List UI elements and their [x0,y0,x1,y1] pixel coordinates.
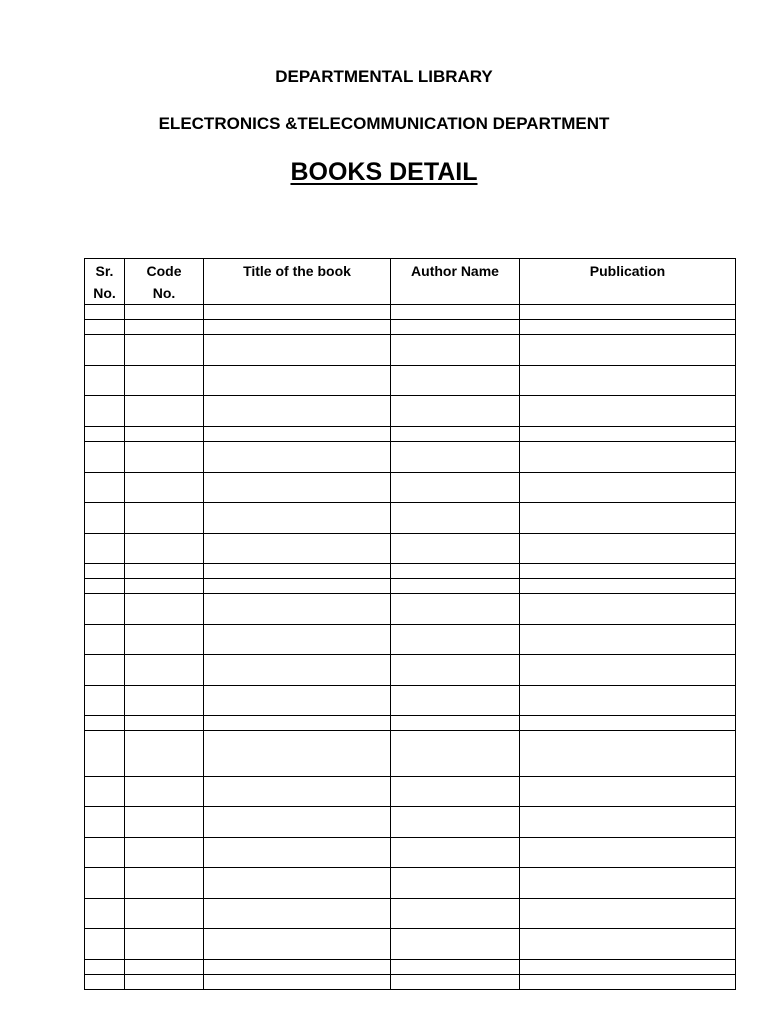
table-cell[interactable] [125,473,204,503]
table-body [85,305,736,990]
table-cell[interactable] [204,686,391,716]
table-cell[interactable] [125,564,204,579]
column-header-sr-no [85,259,125,305]
table-cell[interactable] [85,579,125,594]
table-cell[interactable] [85,716,125,731]
table-cell[interactable] [204,442,391,473]
table-cell[interactable] [391,868,520,899]
table-row [85,473,736,503]
table-cell[interactable] [125,929,204,960]
table-cell[interactable] [125,625,204,655]
table-cell[interactable] [391,838,520,868]
table-cell[interactable] [520,625,736,655]
page-title: BOOKS DETAIL [290,158,478,186]
table-cell[interactable] [391,960,520,975]
table-cell[interactable] [520,838,736,868]
table-row [85,899,736,929]
table-cell[interactable] [85,777,125,807]
table-cell[interactable] [125,503,204,534]
table-row [85,305,736,320]
table-cell[interactable] [391,899,520,929]
table-cell[interactable] [125,899,204,929]
table-cell[interactable] [520,975,736,990]
table-cell[interactable] [125,320,204,335]
column-header-line: No. [93,285,116,301]
table-cell[interactable] [520,442,736,473]
table-cell[interactable] [85,564,125,579]
table-cell[interactable] [125,427,204,442]
table-cell[interactable] [204,594,391,625]
column-header-line: No. [152,285,176,301]
table-row [85,868,736,899]
table-cell[interactable] [520,686,736,716]
table-cell[interactable] [520,534,736,564]
table-cell[interactable] [520,731,736,777]
table-cell[interactable] [85,442,125,473]
table-row [85,838,736,868]
table-cell[interactable] [520,427,736,442]
table-row [85,366,736,396]
table-cell[interactable] [85,929,125,960]
library-heading: DEPARTMENTAL LIBRARY [275,67,493,86]
table-row [85,686,736,716]
table-cell[interactable] [391,594,520,625]
table-cell[interactable] [85,655,125,686]
table-cell[interactable] [520,960,736,975]
table-cell[interactable] [204,305,391,320]
table-cell[interactable] [125,686,204,716]
table-cell[interactable] [520,929,736,960]
table-cell[interactable] [520,335,736,366]
table-row [85,335,736,366]
table-cell[interactable] [125,731,204,777]
table-cell[interactable] [125,807,204,838]
table-row [85,427,736,442]
table-cell[interactable] [125,960,204,975]
table-cell[interactable] [204,716,391,731]
table-cell[interactable] [391,716,520,731]
table-cell[interactable] [125,655,204,686]
table-cell[interactable] [391,366,520,396]
column-header-line: Title of the book [243,263,351,279]
table-cell[interactable] [520,899,736,929]
table-cell[interactable] [204,427,391,442]
table-cell[interactable] [204,731,391,777]
table-header-row [85,259,736,305]
table-row [85,807,736,838]
table-cell[interactable] [204,534,391,564]
table-cell[interactable] [391,777,520,807]
table-cell[interactable] [204,929,391,960]
table-cell[interactable] [391,320,520,335]
table-row [85,929,736,960]
table-cell[interactable] [125,442,204,473]
table-cell[interactable] [520,868,736,899]
table-cell[interactable] [391,975,520,990]
table-cell[interactable] [520,594,736,625]
table-cell[interactable] [85,686,125,716]
table-cell[interactable] [204,960,391,975]
books-detail-table [84,258,736,990]
table-cell[interactable] [204,366,391,396]
table-row [85,975,736,990]
table-cell[interactable] [85,807,125,838]
table-row [85,396,736,427]
table-cell[interactable] [391,655,520,686]
table-cell[interactable] [391,625,520,655]
table-cell[interactable] [391,564,520,579]
table-cell[interactable] [85,838,125,868]
table-cell[interactable] [125,716,204,731]
table-cell[interactable] [204,899,391,929]
table-cell[interactable] [85,899,125,929]
table-cell[interactable] [85,335,125,366]
table-cell[interactable] [520,473,736,503]
table-cell[interactable] [204,655,391,686]
table-row [85,716,736,731]
table-cell[interactable] [204,320,391,335]
table-cell[interactable] [520,807,736,838]
table-cell[interactable] [85,320,125,335]
table-cell[interactable] [391,305,520,320]
table-cell[interactable] [204,838,391,868]
table-row [85,960,736,975]
table-cell[interactable] [125,305,204,320]
table-cell[interactable] [125,534,204,564]
table-cell[interactable] [85,473,125,503]
table-cell[interactable] [520,579,736,594]
table-row [85,503,736,534]
table-cell[interactable] [520,305,736,320]
table-row [85,777,736,807]
table-cell[interactable] [125,579,204,594]
table-row [85,442,736,473]
table-cell[interactable] [520,503,736,534]
table-cell[interactable] [85,731,125,777]
table-row [85,564,736,579]
column-header-line: Author Name [411,263,499,279]
table-row [85,594,736,625]
table-cell[interactable] [391,807,520,838]
column-header-line: Publication [589,263,666,279]
table-cell[interactable] [520,777,736,807]
table-cell[interactable] [125,396,204,427]
table-cell[interactable] [204,625,391,655]
table-cell[interactable] [520,564,736,579]
column-header-publication [520,259,736,305]
column-header-title [204,259,391,305]
table-cell[interactable] [85,975,125,990]
table-cell[interactable] [391,427,520,442]
table-cell[interactable] [204,868,391,899]
table-cell[interactable] [85,594,125,625]
table-cell[interactable] [391,442,520,473]
table-cell[interactable] [125,777,204,807]
table-cell[interactable] [85,396,125,427]
table-cell[interactable] [391,929,520,960]
table-cell[interactable] [125,335,204,366]
table-cell[interactable] [85,427,125,442]
table-cell[interactable] [520,396,736,427]
table-cell[interactable] [391,731,520,777]
table-cell[interactable] [391,335,520,366]
table-cell[interactable] [204,564,391,579]
table-cell[interactable] [204,396,391,427]
table-cell[interactable] [204,777,391,807]
table-cell[interactable] [391,579,520,594]
table-cell[interactable] [391,503,520,534]
column-header-author [391,259,520,305]
column-header-line: Code [146,263,182,279]
table-cell[interactable] [85,366,125,396]
table-cell[interactable] [204,579,391,594]
table-cell[interactable] [204,807,391,838]
table-cell[interactable] [204,975,391,990]
table-cell[interactable] [125,838,204,868]
column-header-code-no [125,259,204,305]
table-cell[interactable] [204,335,391,366]
table-cell[interactable] [85,503,125,534]
table-row [85,320,736,335]
table-cell[interactable] [520,655,736,686]
table-row [85,655,736,686]
table-row [85,534,736,564]
table-cell[interactable] [520,320,736,335]
table-cell[interactable] [85,305,125,320]
table-row [85,579,736,594]
table-cell[interactable] [125,366,204,396]
table-cell[interactable] [391,396,520,427]
table-cell[interactable] [204,503,391,534]
department-heading: ELECTRONICS &TELECOMMUNICATION DEPARTMENT [158,114,610,133]
table-cell[interactable] [125,975,204,990]
column-header-line: Sr. [95,263,114,279]
table-row [85,625,736,655]
table-cell[interactable] [204,473,391,503]
table-cell[interactable] [520,366,736,396]
table-cell[interactable] [391,473,520,503]
table-cell[interactable] [520,716,736,731]
table-cell[interactable] [85,534,125,564]
table-cell[interactable] [125,594,204,625]
table-cell[interactable] [85,868,125,899]
table-cell[interactable] [391,534,520,564]
table-cell[interactable] [85,960,125,975]
table-cell[interactable] [125,868,204,899]
table-cell[interactable] [391,686,520,716]
table-row [85,731,736,777]
table-cell[interactable] [85,625,125,655]
